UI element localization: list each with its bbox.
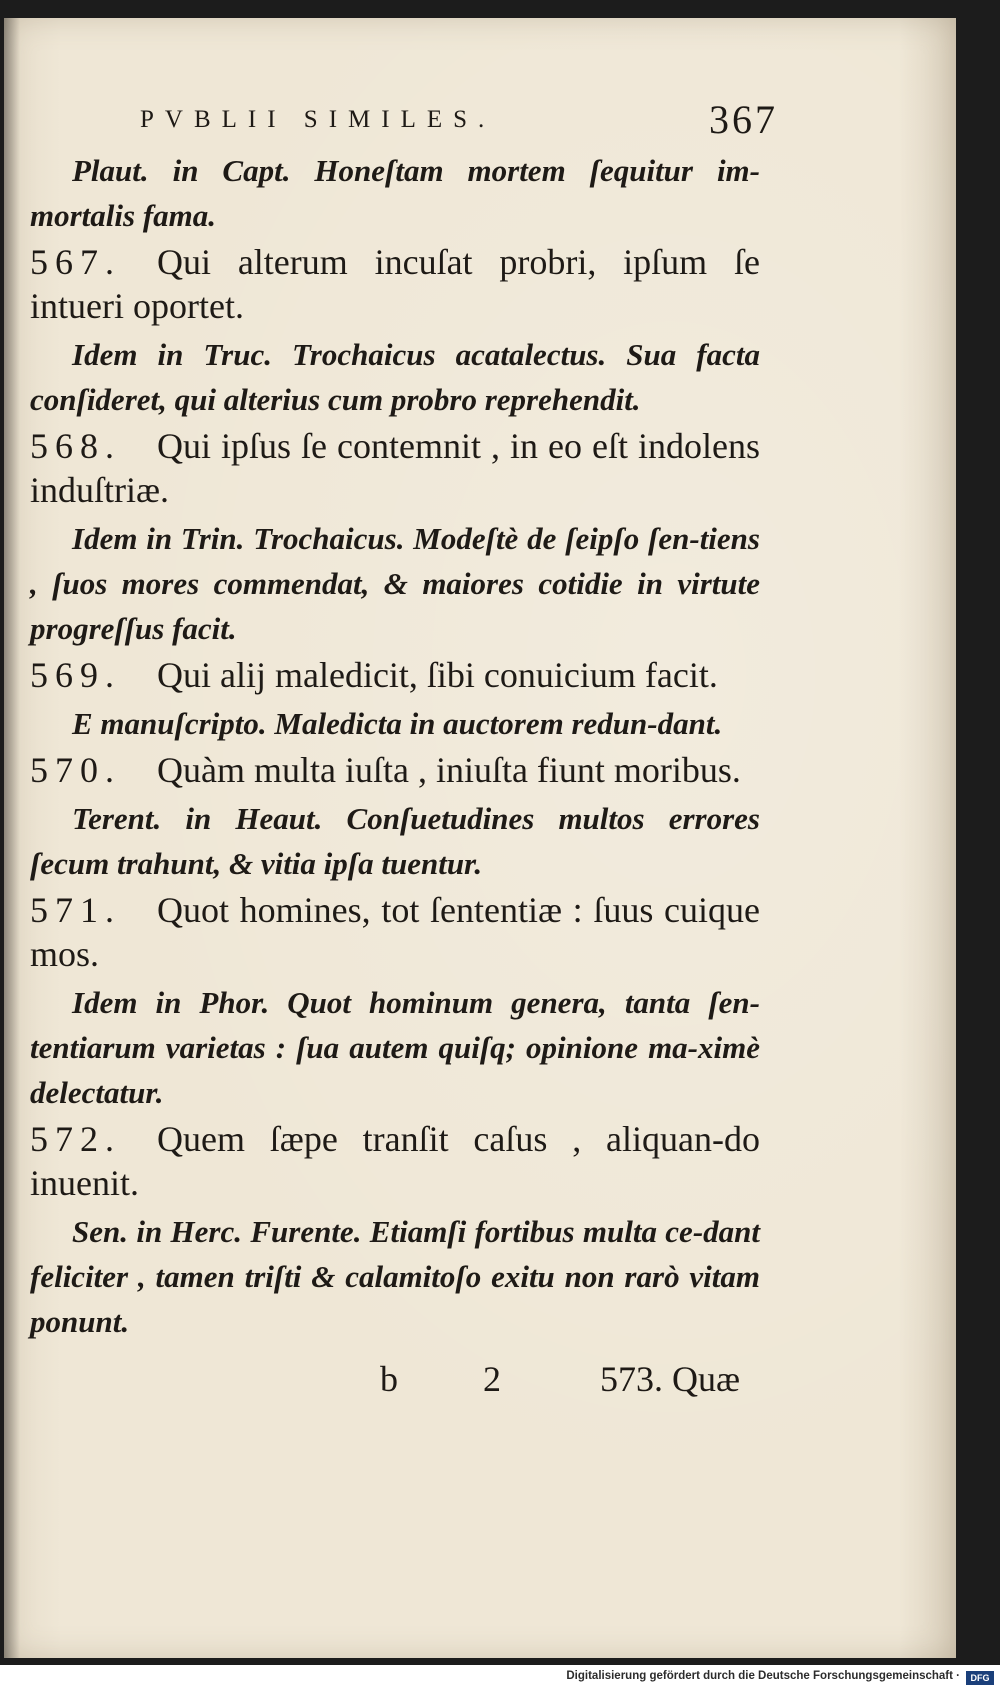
catchword: 573. Quæ (600, 1359, 741, 1399)
commentary-6: Sen. in Herc. Furente. Etiamſi fortibus multa ce-dant feliciter , tamen triſti & calamitoſo exitu non rarò vitam ponunt. (30, 1214, 760, 1339)
sentence-number: 567. (30, 242, 121, 282)
running-title: PVBLII SIMILES. (140, 106, 496, 133)
book-page (4, 18, 956, 1658)
commentary-3: E manuſcripto. Maledicta in auctorem redun-dant. (72, 706, 723, 741)
commentary-5: Idem in Phor. Quot hominum genera, tanta ſen-tentiarum varietas : ſua autem quiſq; opinione ma-ximè delectatur. (30, 985, 760, 1110)
sentence-number: 570. (30, 750, 121, 790)
sentence-570 (30, 748, 760, 792)
commentary-4: Terent. in Heaut. Conſuetudines multos errores ſecum trahunt, & vitia ipſa tuentur. (30, 801, 760, 881)
commentary-1: Idem in Truc. Trochaicus acatalectus. Sua facta conſideret, qui alterius cum probro reprehendit. (30, 337, 760, 417)
sentence-571 (30, 888, 760, 976)
sentence-number: 572. (30, 1119, 121, 1159)
sentence-text: Quem ſæpe tranſit caſus , aliquan-do inuenit. (30, 1119, 760, 1203)
sentence-568 (30, 424, 760, 512)
commentary-0: Plaut. in Capt. Honeſtam mortem ſequitur im-mortalis fama. (30, 153, 760, 233)
text-block (30, 97, 778, 1408)
sentence-567 (30, 240, 760, 328)
sentence-text: Qui ipſus ſe contemnit , in eo eſt indolens induſtriæ. (30, 426, 760, 510)
sentence-text: Qui alterum incuſat probri, ipſum ſe intueri oportet. (30, 242, 760, 326)
sentence-572 (30, 1117, 760, 1205)
sentence-text: Quàm multa iuſta , iniuſta fiunt moribus. (157, 750, 741, 790)
digitization-credit-bar (0, 1665, 1000, 1691)
sentence-text: Quot homines, tot ſententiæ : ſuus cuique mos. (30, 890, 760, 974)
dfg-logo: DFG (966, 1671, 994, 1685)
gutter-shadow (4, 18, 20, 1658)
page-footer (30, 1358, 760, 1408)
signature-mark: b 2 (380, 1359, 539, 1399)
sentence-number: 568. (30, 426, 121, 466)
commentary-2: Idem in Trin. Trochaicus. Modeſtè de ſeipſo ſen-tiens , ſuos mores commendat, & maiores cotidie in virtute progreſſus facit. (30, 521, 760, 646)
credit-text: Digitalisierung gefördert durch die Deutsche Forschungsgemeinschaft · (566, 1670, 960, 1682)
sentence-569 (30, 653, 760, 697)
sentence-number: 569. (30, 655, 121, 695)
sentence-number: 571. (30, 890, 121, 930)
running-head (140, 97, 778, 150)
sentence-text: Qui alij maledicit, ſibi conuicium facit. (157, 655, 718, 695)
page-number: 367 (709, 97, 778, 142)
